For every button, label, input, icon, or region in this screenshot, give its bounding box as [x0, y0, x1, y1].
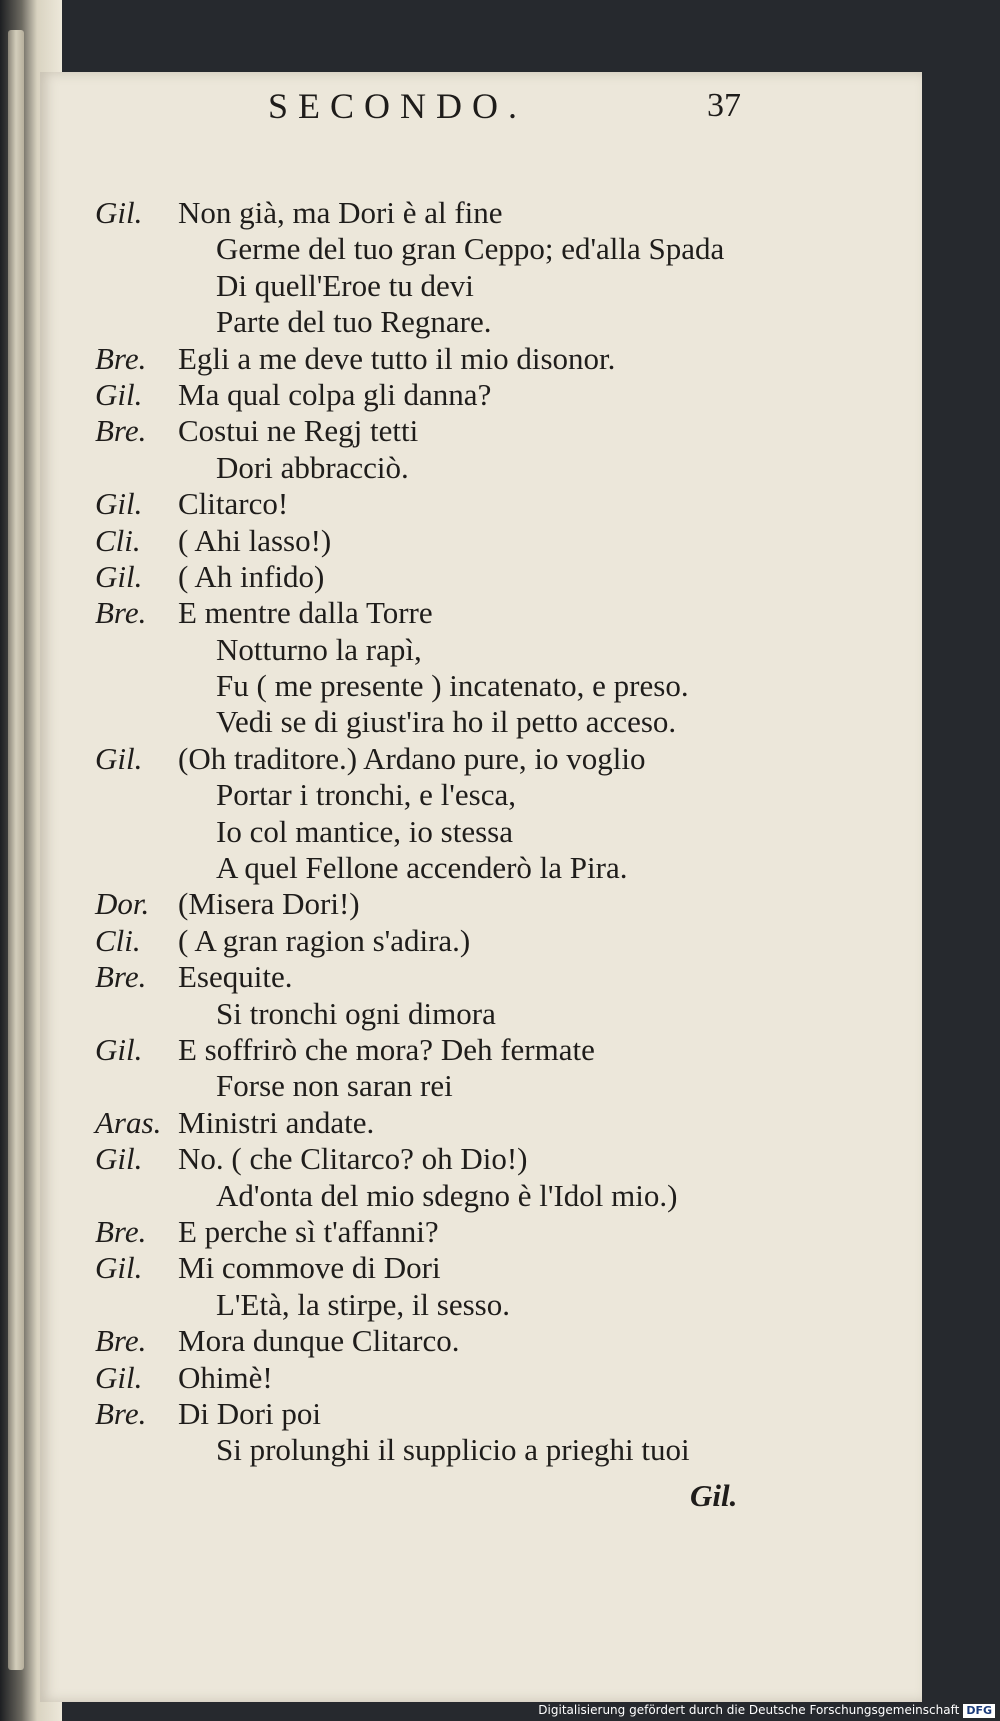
speaker-label: Gil. — [95, 740, 143, 776]
text-line — [95, 450, 795, 486]
line-text: Di quell'Eroe tu devi — [216, 267, 474, 303]
speaker-label: Gil. — [95, 1141, 143, 1177]
text-line — [95, 304, 795, 340]
line-text: (Misera Dori!) — [178, 886, 360, 922]
text-line — [95, 1178, 795, 1214]
line-text: Forse non saran rei — [216, 1068, 453, 1104]
text-line — [95, 377, 795, 413]
speaker-label: Gil. — [95, 486, 143, 522]
text-line — [95, 959, 795, 995]
digitization-footer — [0, 1699, 995, 1721]
speaker-label: Bre. — [95, 1395, 147, 1431]
line-text: Io col mantice, io stessa — [216, 813, 513, 849]
text-line — [95, 923, 795, 959]
speaker-label: Bre. — [95, 595, 147, 631]
line-text: Mora dunque Clitarco. — [178, 1323, 460, 1359]
speaker-label: Gil. — [95, 195, 143, 230]
line-text: Mi commove di Dori — [178, 1250, 441, 1286]
text-line — [95, 704, 795, 740]
line-text: Ministri andate. — [178, 1104, 375, 1140]
text-line — [95, 1105, 795, 1141]
speaker-label: Cli. — [95, 522, 141, 558]
speaker-label: Bre. — [95, 1213, 147, 1249]
text-line — [95, 341, 795, 377]
line-text: A quel Fellone accenderò la Pira. — [216, 850, 628, 886]
text-line — [95, 486, 795, 522]
running-head: SECONDO. — [268, 86, 528, 126]
line-text: E mentre dalla Torre — [178, 595, 433, 631]
line-text: Esequite. — [178, 959, 293, 995]
line-text: Si prolunghi il supplicio a prieghi tuoi — [216, 1432, 690, 1468]
speaker-label: Cli. — [95, 922, 141, 958]
text-line — [95, 1032, 795, 1068]
line-text: Ad'onta del mio sdegno è l'Idol mio.) — [216, 1177, 678, 1213]
line-text: Dori abbracciò. — [216, 449, 409, 485]
speaker-label: Dor. — [95, 886, 150, 922]
line-text: L'Età, la stirpe, il sesso. — [216, 1286, 511, 1322]
line-text: Fu ( me presente ) incatenato, e preso. — [216, 668, 689, 704]
text-line — [95, 668, 795, 704]
text-line — [95, 632, 795, 668]
line-text: Ma qual colpa gli danna? — [178, 376, 492, 412]
speaker-label: Bre. — [95, 1323, 147, 1359]
line-text: Di Dori poi — [178, 1395, 321, 1431]
text-line — [95, 741, 795, 777]
text-line — [95, 1432, 795, 1468]
page-edge-strip — [8, 30, 24, 1670]
text-line — [95, 1287, 795, 1323]
text-line — [95, 850, 795, 886]
line-text: E soffrirò che mora? Deh fermate — [178, 1031, 595, 1067]
text-line — [95, 595, 795, 631]
text-line — [95, 1323, 795, 1359]
line-text: ( A gran ragion s'adira.) — [178, 922, 471, 958]
footer-credit: Digitalisierung gefördert durch die Deutsche Forschungsgemeinschaft — [538, 1703, 960, 1717]
line-text: Parte del tuo Regnare. — [216, 304, 492, 340]
line-text: Portar i tronchi, e l'esca, — [216, 777, 516, 813]
line-text: Non già, ma Dori è al fine — [178, 195, 503, 230]
line-text: Ohimè! — [178, 1359, 273, 1395]
text-line — [95, 814, 795, 850]
speaker-label: Bre. — [95, 340, 147, 376]
text-line — [95, 996, 795, 1032]
speaker-label: Gil. — [95, 376, 143, 412]
text-line — [95, 231, 795, 267]
line-text: Clitarco! — [178, 486, 289, 522]
speaker-label: Aras. — [95, 1104, 162, 1140]
speaker-label: Gil. — [95, 1359, 143, 1395]
line-text: (Oh traditore.) Ardano pure, io voglio — [178, 740, 646, 776]
speaker-label: Bre. — [95, 413, 147, 449]
dfg-logo-icon: DFG — [963, 1704, 995, 1718]
line-text: Vedi se di giust'ira ho il petto acceso. — [216, 704, 677, 740]
catchword: Gil. — [690, 1478, 738, 1513]
line-text: ( Ah infido) — [178, 558, 325, 594]
text-line — [95, 777, 795, 813]
text-line — [95, 1360, 795, 1396]
text-line — [95, 413, 795, 449]
text-line — [95, 1141, 795, 1177]
line-text: Germe del tuo gran Ceppo; ed'alla Spada — [216, 231, 725, 267]
line-text: E perche sì t'affanni? — [178, 1213, 439, 1249]
text-line — [95, 559, 795, 595]
speaker-label: Gil. — [95, 1031, 143, 1067]
speaker-label: Gil. — [95, 1250, 143, 1286]
page-header — [0, 85, 1000, 135]
line-text: Egli a me deve tutto il mio disonor. — [178, 340, 616, 376]
text-line — [95, 1250, 795, 1286]
line-text: Costui ne Regj tetti — [178, 413, 419, 449]
line-text: Notturno la rapì, — [216, 631, 422, 667]
text-line — [95, 1068, 795, 1104]
page-number: 37 — [707, 87, 741, 124]
line-text: No. ( che Clitarco? oh Dio!) — [178, 1141, 528, 1177]
text-line — [95, 195, 795, 231]
line-text: ( Ahi lasso!) — [178, 522, 332, 558]
speaker-label: Bre. — [95, 959, 147, 995]
speaker-label: Gil. — [95, 558, 143, 594]
line-text: Si tronchi ogni dimora — [216, 995, 496, 1031]
text-line — [95, 523, 795, 559]
text-line — [95, 1396, 795, 1432]
text-line — [95, 886, 795, 922]
play-text — [95, 195, 795, 1469]
text-line — [95, 268, 795, 304]
text-line — [95, 1214, 795, 1250]
